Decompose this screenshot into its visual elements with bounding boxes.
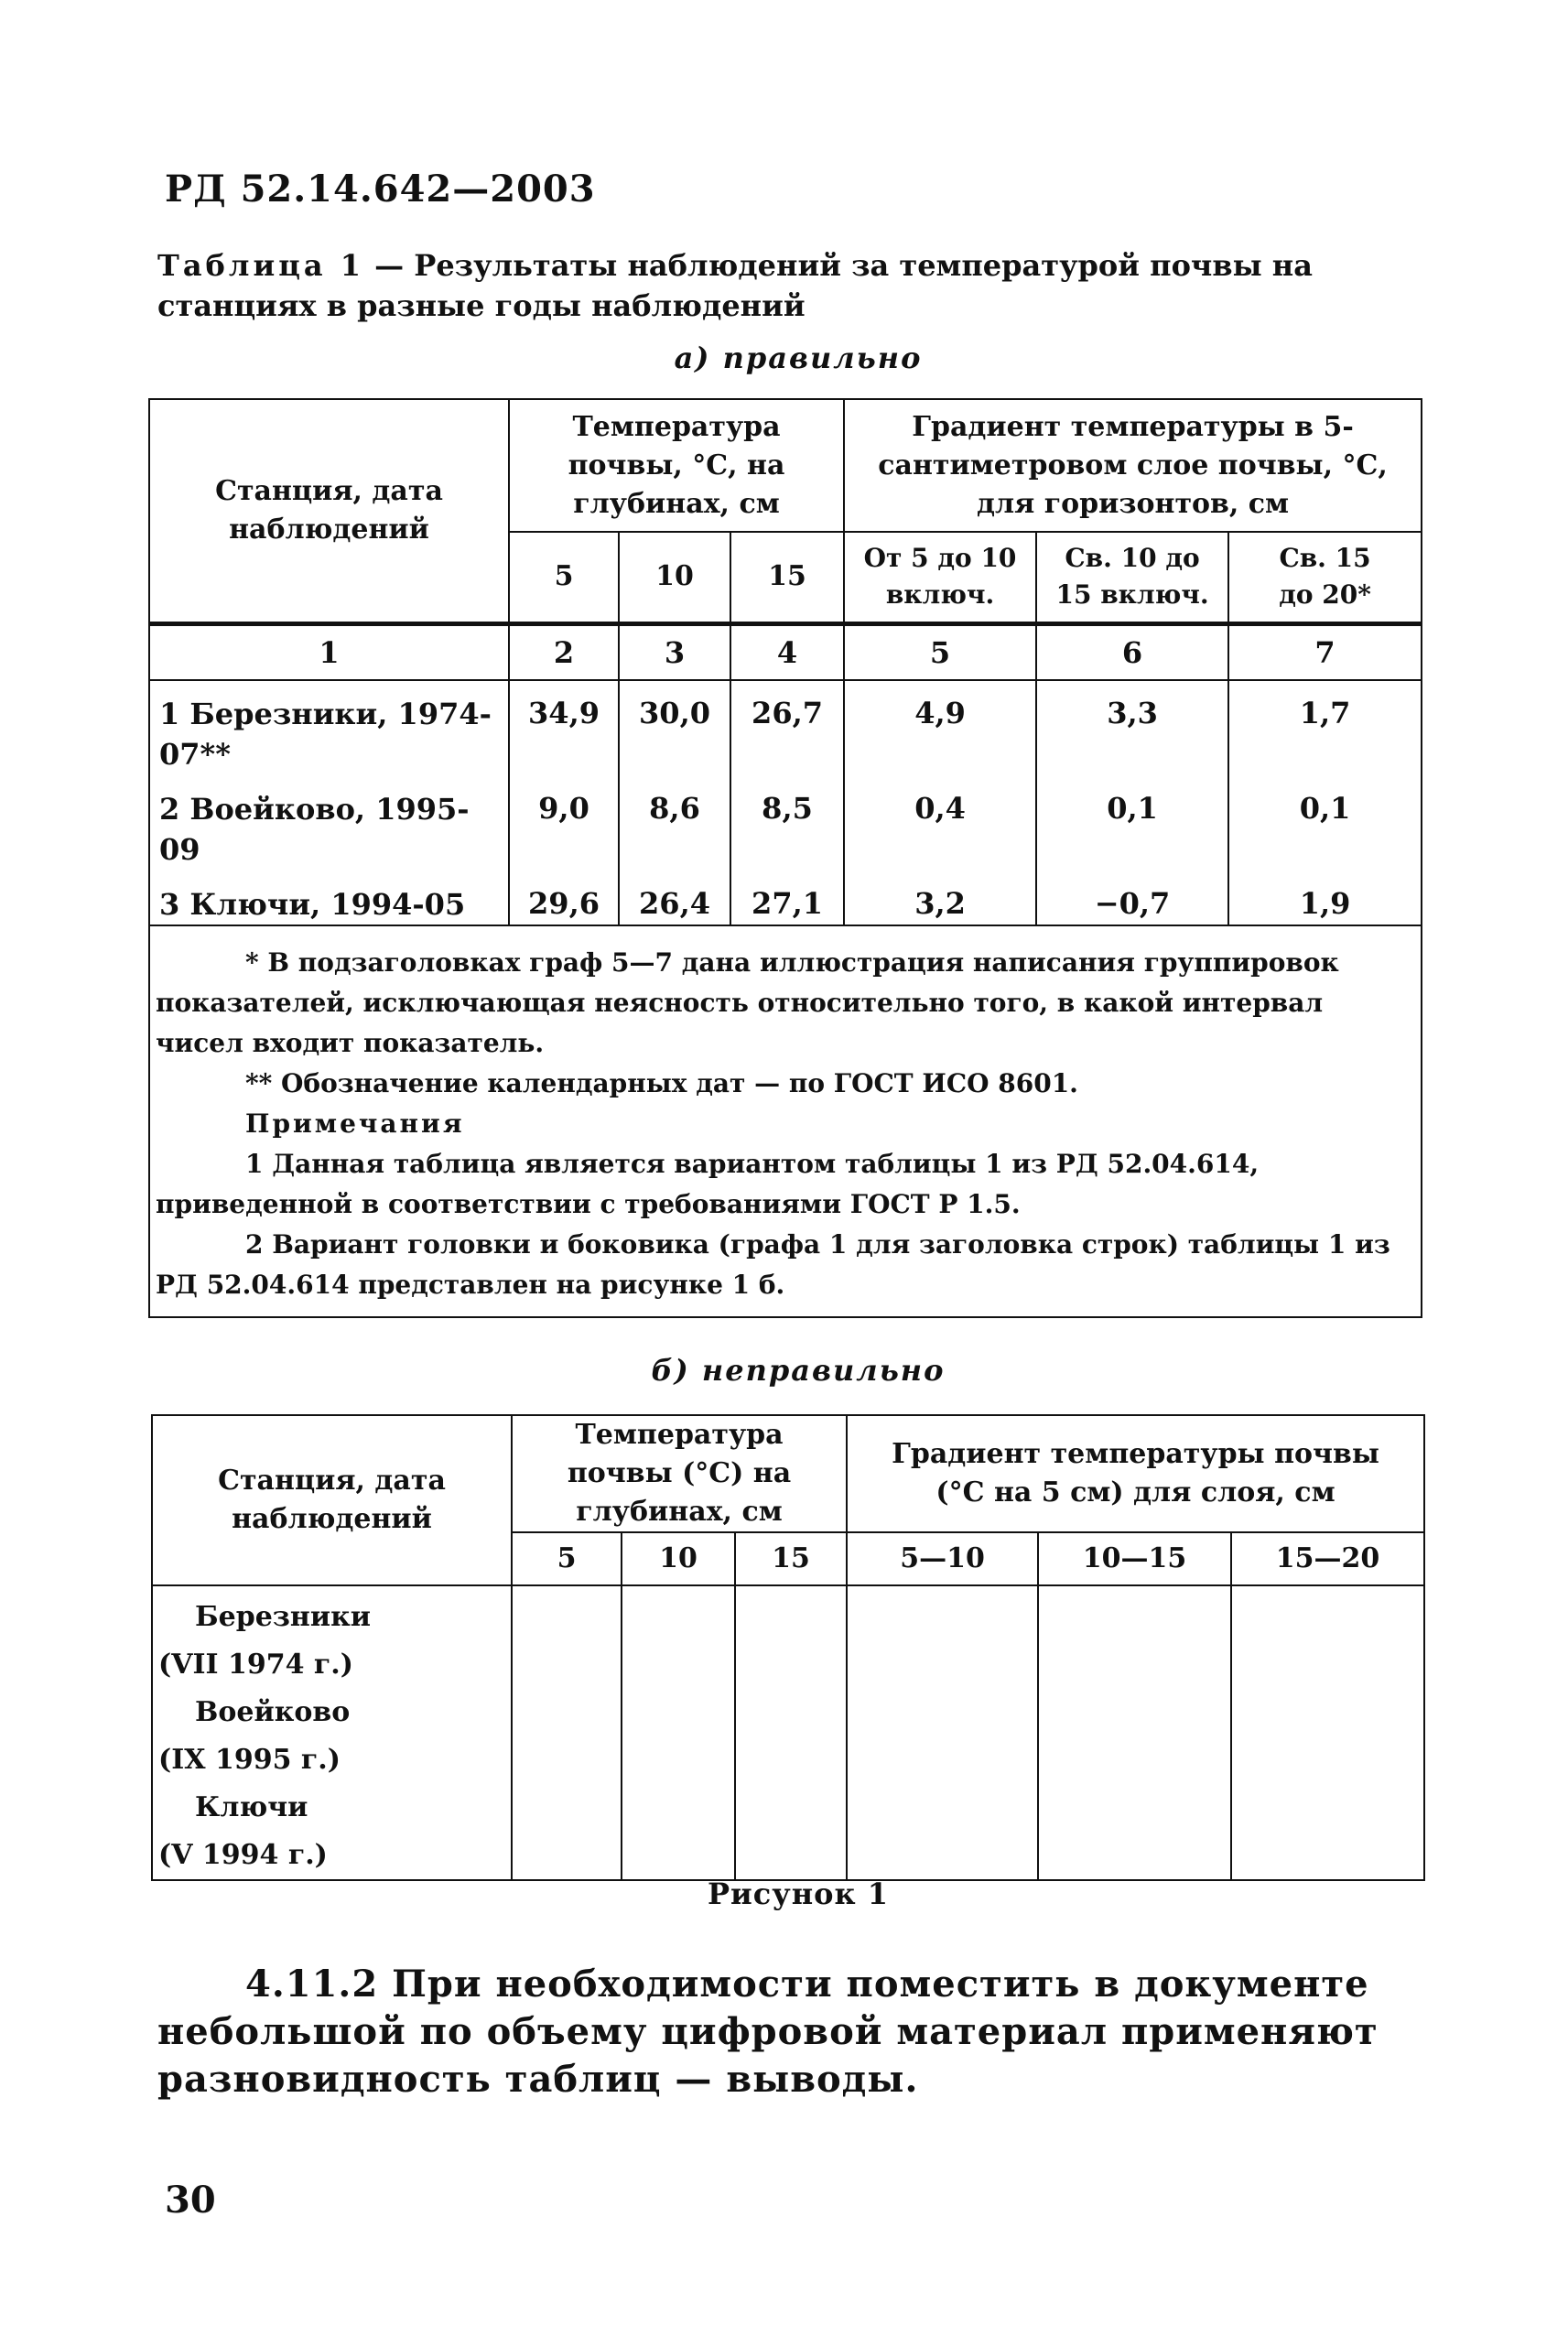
depth-15-column (730, 680, 844, 925)
table-caption-lead: Таблица 1 (157, 248, 364, 283)
b-sub-layer-5-10: 5—10 (847, 1532, 1038, 1585)
figure-caption: Рисунок 1 (707, 1876, 890, 1911)
b-station-name: Ключи (195, 1791, 308, 1823)
variant-a-label: а) правильно (674, 341, 923, 375)
sub-depth-15: 15 (730, 532, 844, 623)
col-number-2: 2 (509, 623, 619, 680)
value-cell: 0,1 (1299, 791, 1351, 826)
b-station-date: (IX 1995 г.) (158, 1744, 341, 1776)
footnote-2: ** Обозначение календарных дат — по ГОСТ ИСО 8601. (245, 1068, 1078, 1098)
b-station-date: (V 1994 г.) (158, 1839, 328, 1871)
col-number-1: 1 (149, 623, 509, 680)
value-cell: 4,9 (914, 696, 966, 730)
b-empty-cell (735, 1585, 847, 1880)
col-number-3: 3 (619, 623, 730, 680)
b-station-name: Березники (195, 1601, 372, 1633)
value-cell: 8,5 (762, 791, 813, 826)
b-empty-cell (622, 1585, 735, 1880)
page-number: 30 (165, 2179, 216, 2222)
paragraph-text: 4.11.2 При необходимости поместить в документе небольшой по объему цифровой материал применяют разновидность таблиц — выводы. (157, 1963, 1379, 2101)
b-empty-cell (1038, 1585, 1231, 1880)
value-cell: 29,6 (528, 886, 600, 921)
head-gradient: Градиент температуры в 5-сантиметровом слое почвы, °С, для горизонтов, см (844, 399, 1422, 532)
b-sub-layer-10-15: 10—15 (1038, 1532, 1231, 1585)
value-cell: 26,7 (752, 696, 823, 730)
variant-b-label: б) неправильно (651, 1353, 946, 1388)
station-column (149, 680, 509, 925)
col-number-6: 6 (1036, 623, 1228, 680)
b-station-column (152, 1585, 512, 1880)
table-a-data-row (149, 680, 1422, 925)
value-cell: 26,4 (639, 886, 710, 921)
value-cell: −0,7 (1094, 886, 1171, 921)
table-caption (157, 245, 1439, 326)
value-cell: 34,9 (528, 696, 600, 730)
sub-horizon-10-15: Св. 10 до 15 включ. (1036, 532, 1228, 623)
value-cell: 8,6 (649, 791, 700, 826)
head-temperature: Температура почвы, °С, на глубинах, см (509, 399, 844, 532)
b-sub-layer-15-20: 15—20 (1231, 1532, 1424, 1585)
table-caption-text: — Результаты наблюдений за температурой почвы на станциях в разные годы наблюдений (157, 248, 1313, 323)
station-cell: 2 Воейково, 1995-09 (159, 792, 470, 867)
b-empty-cell (847, 1585, 1038, 1880)
col-number-4: 4 (730, 623, 844, 680)
depth-10-column (619, 680, 730, 925)
value-cell: 3,3 (1107, 696, 1158, 730)
footnote-1: * В подзаголовках граф 5—7 дана иллюстрация написания группировок показателей, исключающая неясность относительно того, в какой интервал чисел входит показатель. (156, 947, 1339, 1058)
table-b (151, 1414, 1425, 1881)
col-number-7: 7 (1228, 623, 1422, 680)
value-cell: 9,0 (538, 791, 589, 826)
value-cell: 0,1 (1107, 791, 1158, 826)
depth-5-column (509, 680, 619, 925)
b-sub-depth-15: 15 (735, 1532, 847, 1585)
col-number-5: 5 (844, 623, 1036, 680)
head-station: Станция, дата наблюдений (149, 399, 509, 623)
b-head-station: Станция, дата наблюдений (152, 1415, 512, 1585)
value-cell: 1,9 (1299, 886, 1351, 921)
b-empty-cell (1231, 1585, 1424, 1880)
b-sub-depth-5: 5 (512, 1532, 622, 1585)
value-cell: 3,2 (914, 886, 966, 921)
gradient-5-10-column (844, 680, 1036, 925)
b-empty-cell (512, 1585, 622, 1880)
notes-title: Примечания (245, 1108, 465, 1139)
note-1: 1 Данная таблица является вариантом таблицы 1 из РД 52.04.614, приведенной в соответствии с требованиями ГОСТ Р 1.5. (156, 1149, 1260, 1219)
document-code: РД 52.14.642—2003 (165, 168, 596, 211)
station-cell: 3 Ключи, 1994-05 (159, 887, 466, 922)
value-cell: 27,1 (752, 886, 823, 921)
note-2: 2 Вариант головки и боковика (графа 1 для заголовка строк) таблицы 1 из РД 52.04.614 представлен на рисунке 1 б. (156, 1229, 1390, 1300)
value-cell: 0,4 (914, 791, 966, 826)
sub-horizon-15-20: Св. 15 до 20* (1228, 532, 1422, 623)
table-a (148, 398, 1422, 1318)
value-cell: 1,7 (1299, 696, 1351, 730)
sub-horizon-5-10: От 5 до 10 включ. (844, 532, 1036, 623)
b-sub-depth-10: 10 (622, 1532, 735, 1585)
b-head-temperature: Температура почвы (°С) на глубинах, см (512, 1415, 847, 1532)
gradient-15-20-column (1228, 680, 1422, 925)
gradient-10-15-column (1036, 680, 1228, 925)
b-head-gradient: Градиент температуры почвы (°С на 5 см) для слоя, см (847, 1415, 1424, 1532)
sub-depth-5: 5 (509, 532, 619, 623)
sub-depth-10: 10 (619, 532, 730, 623)
table-a-notes (149, 925, 1422, 1317)
b-station-date: (VII 1974 г.) (158, 1649, 353, 1681)
station-cell: 1 Березники, 1974-07** (159, 697, 492, 772)
section-paragraph (157, 1961, 1439, 2103)
b-station-name: Воейково (195, 1696, 351, 1728)
value-cell: 30,0 (639, 696, 710, 730)
